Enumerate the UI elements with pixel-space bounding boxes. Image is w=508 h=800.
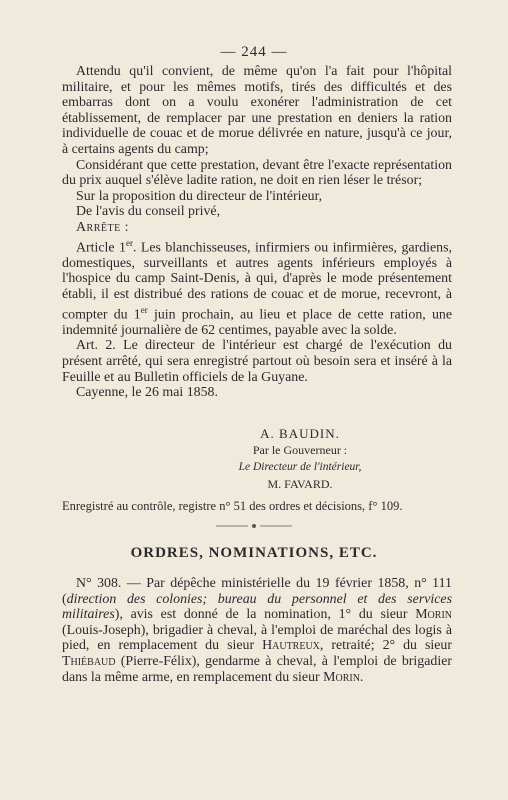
paragraph-attendu: Attendu qu'il convient, de même qu'on l'a fait pour l'hôpital militaire, et pour les mêmes motifs, tirés des difficultés et des embarras dont on a voulu exonérer l'administration de cet établissement, de remplacer par une prestation en deniers la ration individuelle de couac et de morue délivrée en nature, jusqu'à ce jour, à certains agents du camp; [62,64,452,157]
order-a: N° 308. — Par dépêche ministérielle du 19 février 1858, n° 111 ( [62,576,452,607]
article-1-sup: er [125,237,133,248]
order-paragraph [62,576,452,685]
article-1-lead: Article 1 [76,240,126,256]
paragraph-proposition: Sur la proposition du directeur de l'intérieur, [76,188,323,204]
signatory-title: Le Directeur de l'intérieur, [238,461,362,473]
order-g: , retraité; 2° du sieur [319,638,452,654]
paragraph-avis: De l'avis du conseil privé, [76,204,221,220]
page-number: — 244 — [220,44,288,60]
arrete-heading: Arrête : [76,219,130,235]
order-d: Morin [415,607,452,623]
article-1 [62,236,452,339]
article-1-text-a: . Les blanchisseuses, infirmiers ou infirmières, gardiens, domestiques, surveillants et autres agents inférieurs employés à l'hospice du camp Saint-Denis, à qui, d'après le mode présentement établi, il est distribué des rations de couac et de morue, recevront, à compter du 1 [62,240,452,323]
article-1-sup2: er [140,304,148,315]
registration-line: Enregistré au contrôle, registre n° 51 des ordres et décisions, f° 109. [62,499,403,513]
article-2: Art. 2. Le directeur de l'intérieur est chargé de l'exécution du présent arrêté, qui sera enregistré partout où besoin sera et inséré à la Feuille et au Bulletin officiels de la Guyane. [62,338,452,385]
section-title: ORDRES, NOMINATIONS, ETC. [130,545,378,561]
signature-block [160,425,440,493]
decree-body [62,64,452,401]
director-name: M. FAVARD. [267,477,333,491]
order-e: (Louis-Joseph), brigadier à cheval, à l'emploi de maréchal des logis à pied, en remplacement du sieur [62,622,452,654]
paragraph-considerant: Considérant que cette prestation, devant être l'exacte représentation du prix auquel s'élève ladite ration, ne doit en rien léser le trésor; [62,157,452,189]
order-b: direction des colonies; bureau du personnel et des services militaires [62,591,452,623]
decree-date: Cayenne, le 26 mai 1858. [76,385,218,401]
ornamental-divider [214,523,294,529]
signatory-par: Par le Gouverneur : [252,443,348,457]
order-i: (Pierre-Félix), gendarme à cheval, à l'emploi de brigadier dans la même arme, en remplacement du sieur [62,653,452,685]
article-1-text-b: juin prochain, au lieu et place de cette ration, une indemnité journalière de 62 centimes, payable avec la solde. [62,307,452,338]
order-h: Thiébaud [62,653,116,669]
order-f: Hautreux [262,638,320,654]
order-k: . [359,669,364,685]
signatory-name: A. BAUDIN. [260,426,340,441]
order-c: ), avis est donné de la nomination, 1° du sieur [114,607,416,623]
order-j: Morin [323,669,360,685]
order-308 [62,576,452,685]
